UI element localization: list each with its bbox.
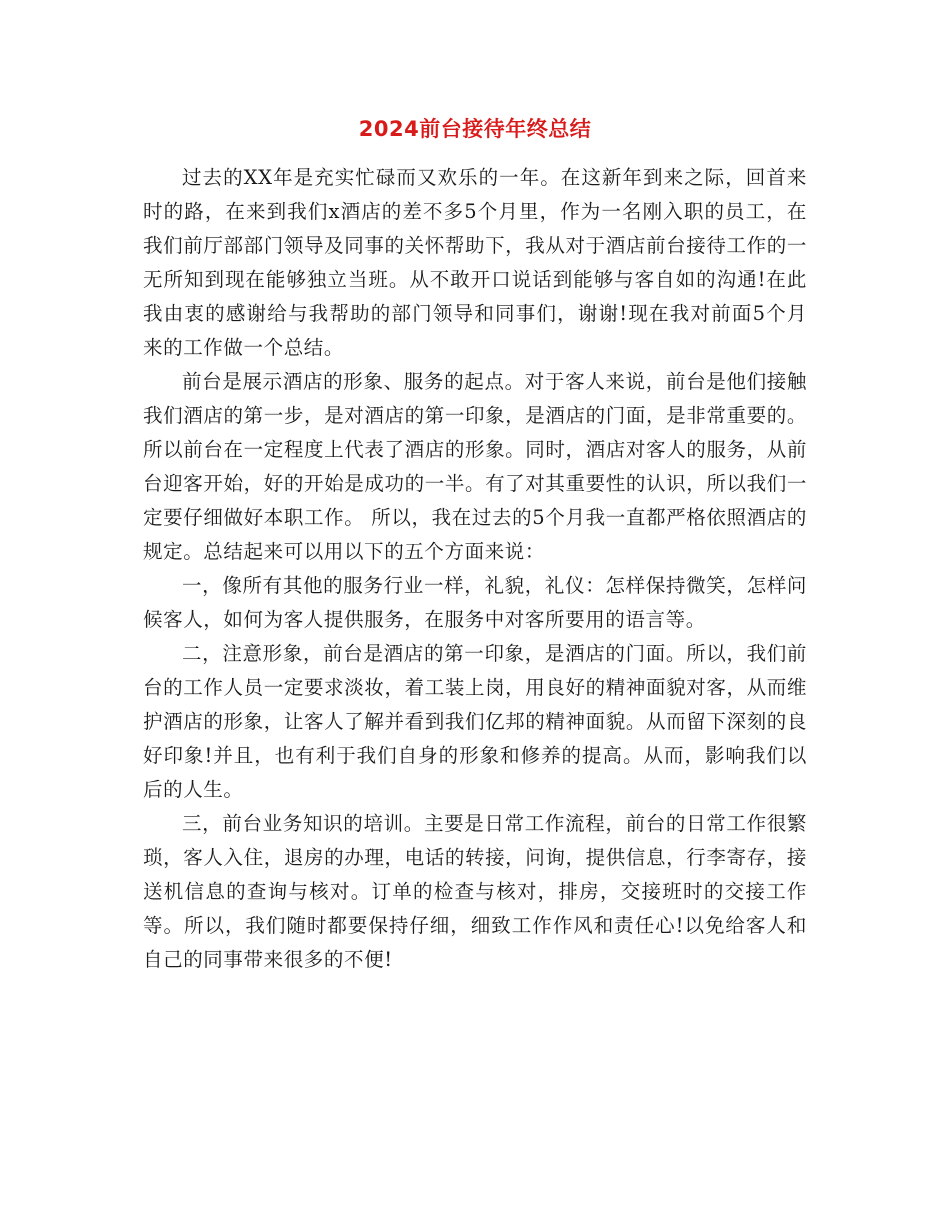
paragraph-intro: 过去的XX年是充实忙碌而又欢乐的一年。在这新年到来之际，回首来时的路，在来到我们x酒店的差不多5个月里，作为一名刚入职的员工，在我们前厅部部门领导及同事的关怀帮助下，我从对于酒店前台接待工作的一无所知到现在能够独立当班。从不敢开口说话到能够与客自如的沟通!在此我由衷的感谢给与我帮助的部门领导和同事们，谢谢!现在我对前面5个月来的工作做一个总结。 [143, 166, 807, 359]
paragraph-point-two: 二，注意形象，前台是酒店的第一印象，是酒店的门面。所以，我们前台的工作人员一定要求淡妆，着工装上岗，用良好的精神面貌对客，从而维护酒店的形象，让客人了解并看到我们亿邦的精神面貌。从而留下深刻的良好印象!并且，也有利于我们自身的形象和修养的提高。从而，影响我们以后的人生。 [143, 642, 807, 801]
paragraph-point-three: 三，前台业务知识的培训。主要是日常工作流程，前台的日常工作很繁琐，客人入住，退房的办理，电话的转接，问询，提供信息，行李寄存，接送机信息的查询与核对。订单的检查与核对，排房，交接班时的交接工作等。所以，我们随时都要保持仔细，细致工作作风和责任心!以免给客人和自己的同事带来很多的不便! [143, 812, 807, 971]
paragraph-front-desk-role: 前台是展示酒店的形象、服务的起点。对于客人来说，前台是他们接触我们酒店的第一步，是对酒店的第一印象，是酒店的门面，是非常重要的。所以前台在一定程度上代表了酒店的形象。同时，酒店对客人的服务，从前台迎客开始，好的开始是成功的一半。有了对其重要性的认识，所以我们一定要仔细做好本职工作。 所以，我在过去的5个月我一直都严格依照酒店的规定。总结起来可以用以下的五个方面来说： [143, 370, 807, 563]
document-body [143, 161, 807, 977]
document-page [143, 0, 807, 977]
document-title: 2024前台接待年终总结 [358, 117, 592, 141]
paragraph-point-one: 一，像所有其他的服务行业一样，礼貌，礼仪：怎样保持微笑，怎样问候客人，如何为客人提供服务，在服务中对客所要用的语言等。 [143, 574, 807, 631]
